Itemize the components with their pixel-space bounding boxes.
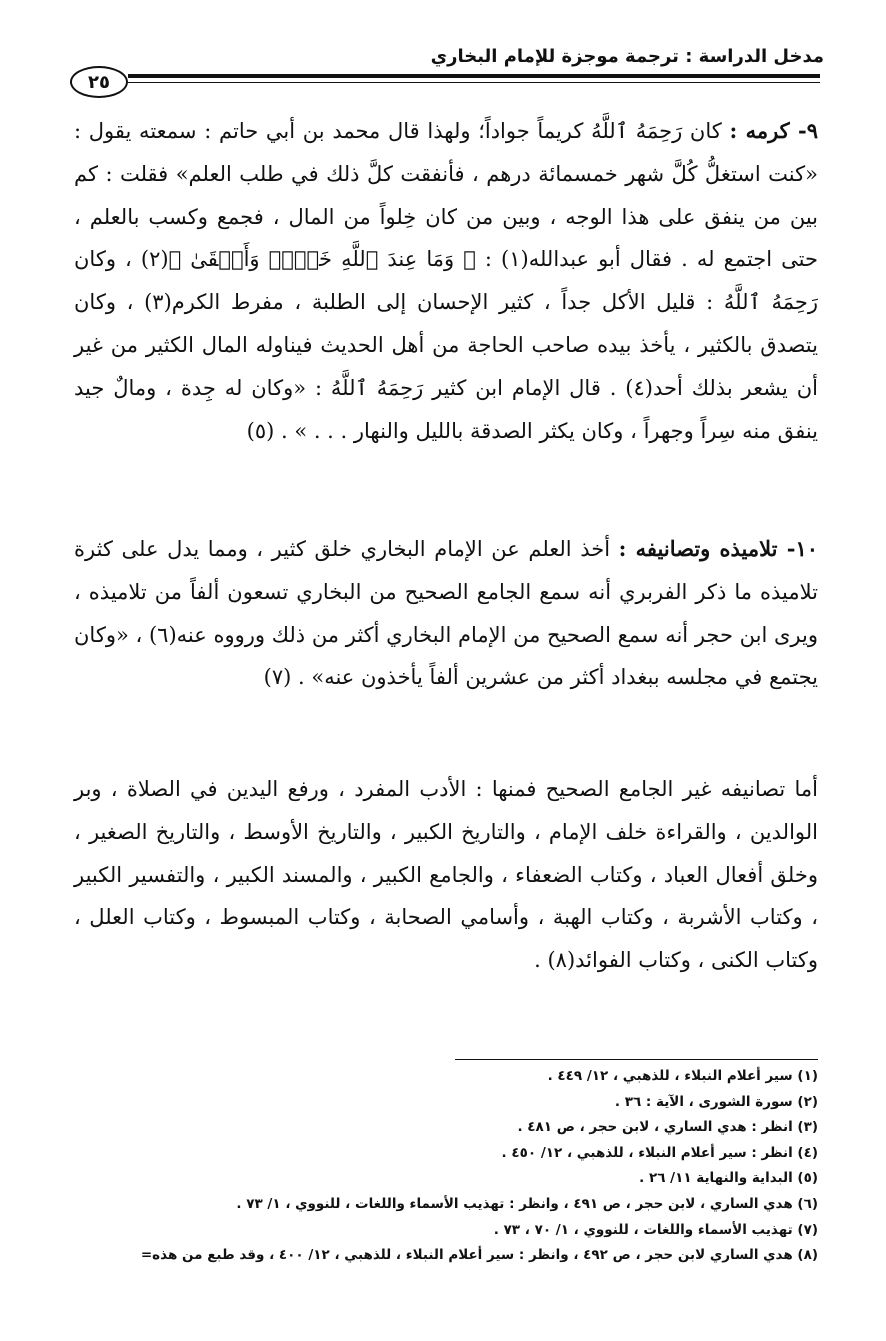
section-heading: ٩- كرمه : — [729, 118, 819, 143]
footnotes — [70, 1064, 818, 1269]
footnote-item: (٦) هدي الساري ، لابن حجر ، ص ٤٩١ ، وانظر : تهذيب الأسماء واللغات ، للنووي ، ١/ ٧٣ . — [236, 1195, 818, 1212]
footnote-item: (٥) البداية والنهاية ١١/ ٢٦ . — [639, 1170, 818, 1187]
section-generosity — [74, 110, 818, 452]
footnote-item: (٣) انظر : هدي الساري ، لابن حجر ، ص ٤٨١ . — [517, 1119, 818, 1136]
footnote-item: (١) سير أعلام النبلاء ، للذهبي ، ١٢/ ٤٤٩ . — [547, 1068, 818, 1084]
section-works — [74, 768, 818, 982]
footnote-item: (٤) انظر : سير أعلام النبلاء ، للذهبي ، ١٢/ ٤٥٠ . — [501, 1144, 818, 1161]
section-text: كان رَحِمَهُ ٱللَّهُ كريماً جواداً؛ ولهذا قال محمد بن أبي حاتم : سمعته يقول : «كنت استغلُّ كُلَّ شهر خمسمائة درهم ، فأنفقت كلَّ ذلك في طلب العلم» فقلت : كم بين من ينفق على هذا الوجه ، وبين من كان خِلواً من المال ، فجمع وكسب بالعلم ، حتى اجتمع له . فقال أبو عبدالله(١) : ﴿ وَمَا عِندَ ٱللَّهِ خَيۡرٞ وَأَبۡقَىٰ ﴾(٢) ، وكان رَحِمَهُ ٱللَّهُ : قليل الأكل جداً ، كثير الإحسان إلى الطلبة ، مفرط الكرم(٣) ، وكان يتصدق بالكثير ، يأخذ بيده صاحب الحاجة من أهل الحديث فيناوله المال الكثير من غير أن يشعر بذلك أحد(٤) . قال الإمام ابن كثير رَحِمَهُ ٱللَّهُ : «وكان له جِدة ، ومالٌ جيد ينفق منه سِراً وجهراً ، وكان يكثر الصدقة بالليل والنهار . . . » . (٥) — [74, 119, 819, 443]
footnote-rule — [455, 1059, 818, 1060]
footnote-item: (٨) هدي الساري لابن حجر ، ص ٤٩٢ ، وانظر : سير أعلام النبلاء ، للذهبي ، ١٢/ ٤٠٠ ، وقد طبع من هذه= — [140, 1247, 818, 1264]
section-text: أخذ العلم عن الإمام البخاري خلق كثير ، ومما يدل على كثرة تلاميذه ما ذكر الفربري أنه سمع الجامع الصحيح من البخاري تسعون ألفاً من تلاميذه ، ويرى ابن حجر أنه سمع الصحيح من الإمام البخاري أكثر من ذلك ورووه عنه(٦) ، «وكان يجتمع في مجلسه ببغداد أكثر من عشرين ألفاً يأخذون عنه» . (٧) — [74, 537, 818, 690]
footnote-item: (٢) سورة الشورى ، الآية : ٣٦ . — [614, 1093, 818, 1110]
section-heading: ١٠- تلاميذه وتصانيفه : — [618, 536, 819, 561]
section-text: أما تصانيفه غير الجامع الصحيح فمنها : الأدب المفرد ، ورفع اليدين في الصلاة ، وبر الوالدين ، والقراءة خلف الإمام ، والتاريخ الكبير ، والتاريخ الأوسط ، والتاريخ الصغير ، وخلق أفعال العباد ، وكتاب الضعفاء ، والجامع الكبير ، والمسند الكبير ، والتفسير الكبير ، وكتاب الأشربة ، وكتاب الهبة ، وأسامي الصحابة ، وكتاب المبسوط ، وكتاب العلل ، وكتاب الكنى ، وكتاب الفوائد(٨) . — [74, 777, 818, 973]
page-number: ٢٥ — [70, 66, 128, 98]
header-rule — [128, 74, 820, 78]
header-rule-thin — [128, 82, 820, 83]
footnote-item: (٧) تهذيب الأسماء واللغات ، للنووي ، ١/ ٧٠ ، ٧٣ . — [493, 1221, 818, 1238]
section-students — [74, 528, 818, 699]
running-title: مدخل الدراسة : ترجمة موجزة للإمام البخاري — [430, 46, 824, 67]
